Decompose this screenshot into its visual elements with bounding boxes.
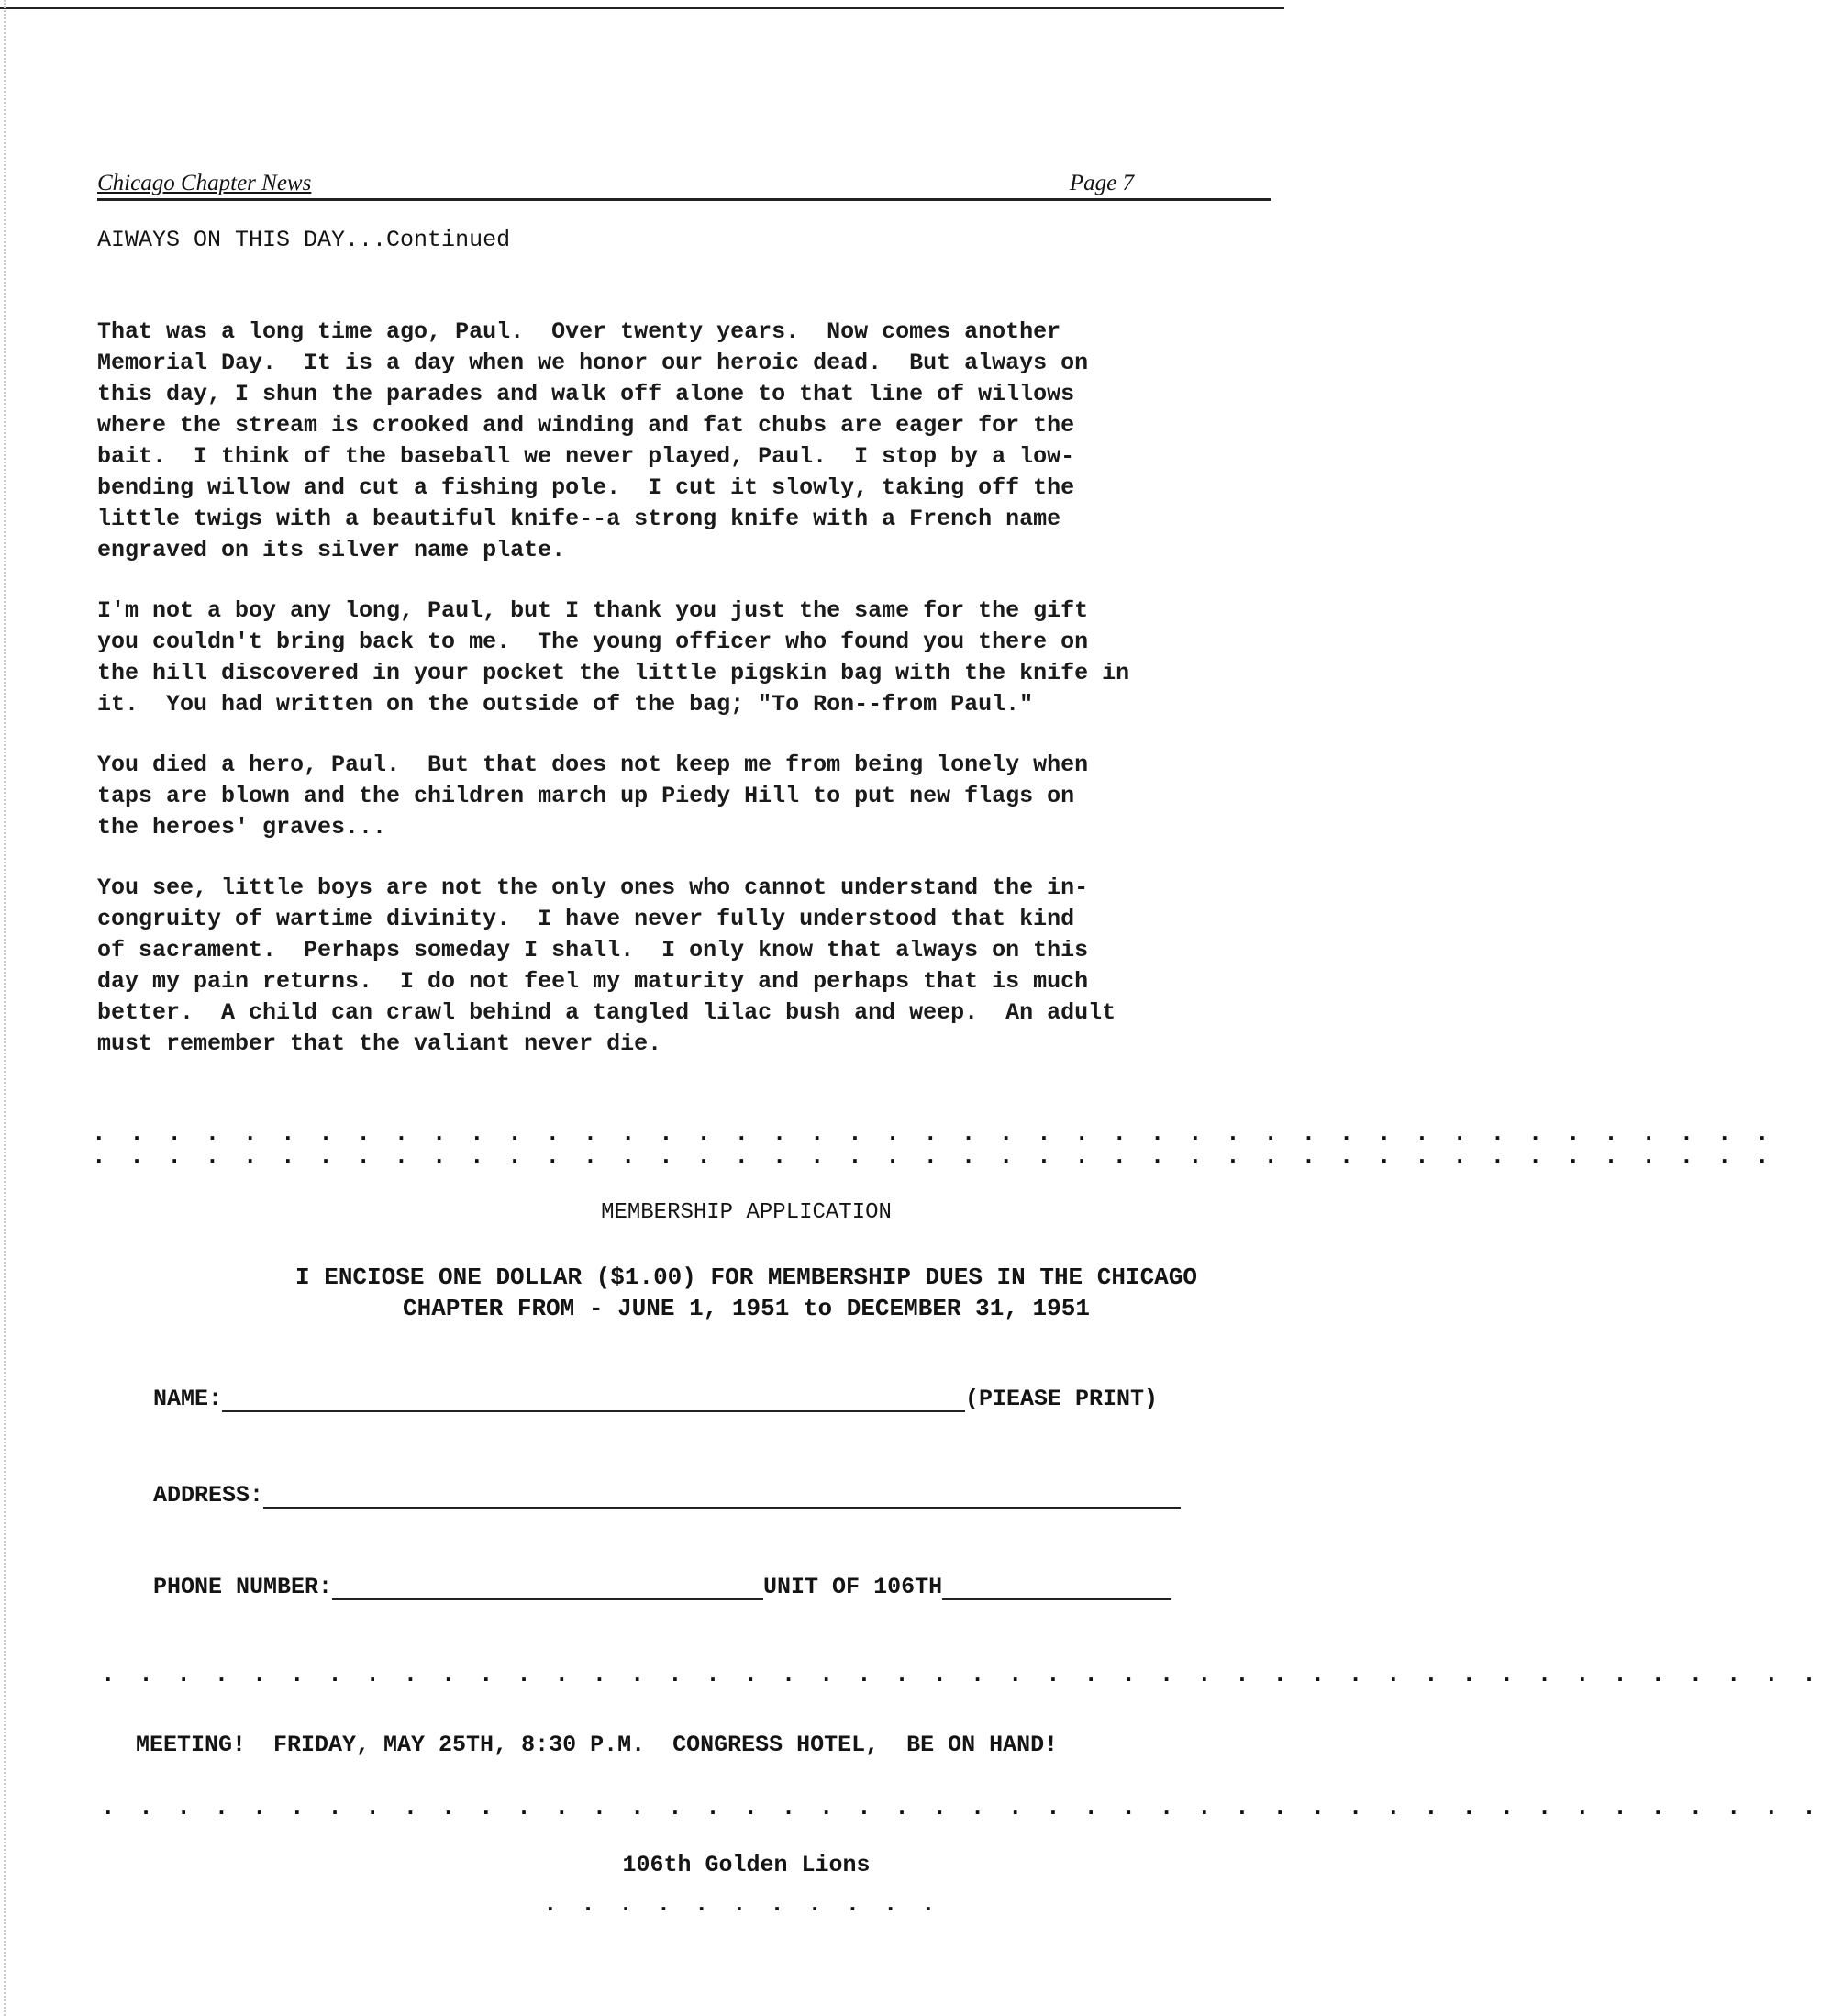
name-note: (PIEASE PRINT) [965,1386,1159,1412]
paragraph: You see, little boys are not the only ones who cannot understand the in- congruity of wartime divinity. I have never fully understood that kind of sacrament. Perhaps someday I shall. I only know that always on this day my pain returns. I do not feel my maturity and perhaps that is much better. A child can crawl behind a tangled lilac bush and weep. An adult must remember that the valiant never die. [97,874,1116,1057]
binding-edge [4,0,6,2016]
paragraph: You died a hero, Paul. But that does not keep me from being lonely when taps are blown and the children march up Piedy Hill to put new flags on the heroes' graves... [97,752,1089,841]
dotted-separator: . . . . . . . . . . . . . . . . . . . . . . . . . . . . . . . . . . . . . . . . . . . . . . [101,1661,1821,1688]
unit-label: UNIT OF 106TH [763,1574,943,1600]
application-title: MEMBERSHIP APPLICATION [601,1200,892,1225]
dotted-separator: . . . . . . . . . . . . . . . . . . . . . . . . . . . . . . . . . . . . . . . . . . . . . [92,1142,1774,1170]
unit-field[interactable] [942,1575,1171,1600]
phone-row [153,1574,1171,1600]
paragraph: I'm not a boy any long, Paul, but I thank you just the same for the gift you couldn't bring back to me. The young officer who found you there on the hill discovered in your pocket the little pigskin bag with the knife in it. You had written on the outside of the bag; "To Ron--from Paul." [97,597,1130,718]
phone-label: PHONE NUMBER: [153,1574,333,1600]
name-row [153,1386,1158,1412]
top-rule [0,7,1284,9]
phone-field[interactable] [332,1575,763,1600]
name-field[interactable] [222,1387,965,1412]
application-line-2: CHAPTER FROM - JUNE 1, 1951 to DECEMBER 31, 1951 [403,1295,1090,1322]
address-label: ADDRESS: [153,1482,264,1509]
dotted-separator: . . . . . . . . . . . [543,1890,940,1918]
meeting-notice: MEETING! FRIDAY, MAY 25TH, 8:30 P.M. CONGRESS HOTEL, BE ON HAND! [136,1732,1059,1758]
dotted-separator: . . . . . . . . . . . . . . . . . . . . . . . . . . . . . . . . . . . . . . . . . . . . . [92,1119,1774,1147]
section-title: AIWAYS ON THIS DAY...Continued [97,227,511,253]
application-line-1: I ENCIOSE ONE DOLLAR ($1.00) FOR MEMBERSHIP DUES IN THE CHICAGO [295,1264,1197,1291]
page-number: Page 7 [1069,171,1134,195]
page-header [97,165,1271,201]
name-label: NAME: [153,1386,223,1412]
article-body [97,317,1290,1089]
address-row [153,1482,1181,1509]
application-text [0,1262,1493,1324]
address-field[interactable] [263,1483,1181,1509]
footer-title: 106th Golden Lions [622,1852,871,1878]
newsletter-title: Chicago Chapter News [97,171,312,195]
paragraph: That was a long time ago, Paul. Over twenty years. Now comes another Memorial Day. It is a day when we honor our heroic dead. But always on this day, I shun the parades and walk off alone to that line of willows where the stream is crooked and winding and fat chubs are eager for the bait. I think of the baseball we never played, Paul. I stop by a low- bending willow and cut a fishing pole. I cut it slowly, taking off the little twigs with a beautiful knife--a strong knife with a French name engraved on its silver name plate. [97,318,1089,563]
dotted-separator: . . . . . . . . . . . . . . . . . . . . . . . . . . . . . . . . . . . . . . . . . . . . . . [101,1794,1821,1821]
